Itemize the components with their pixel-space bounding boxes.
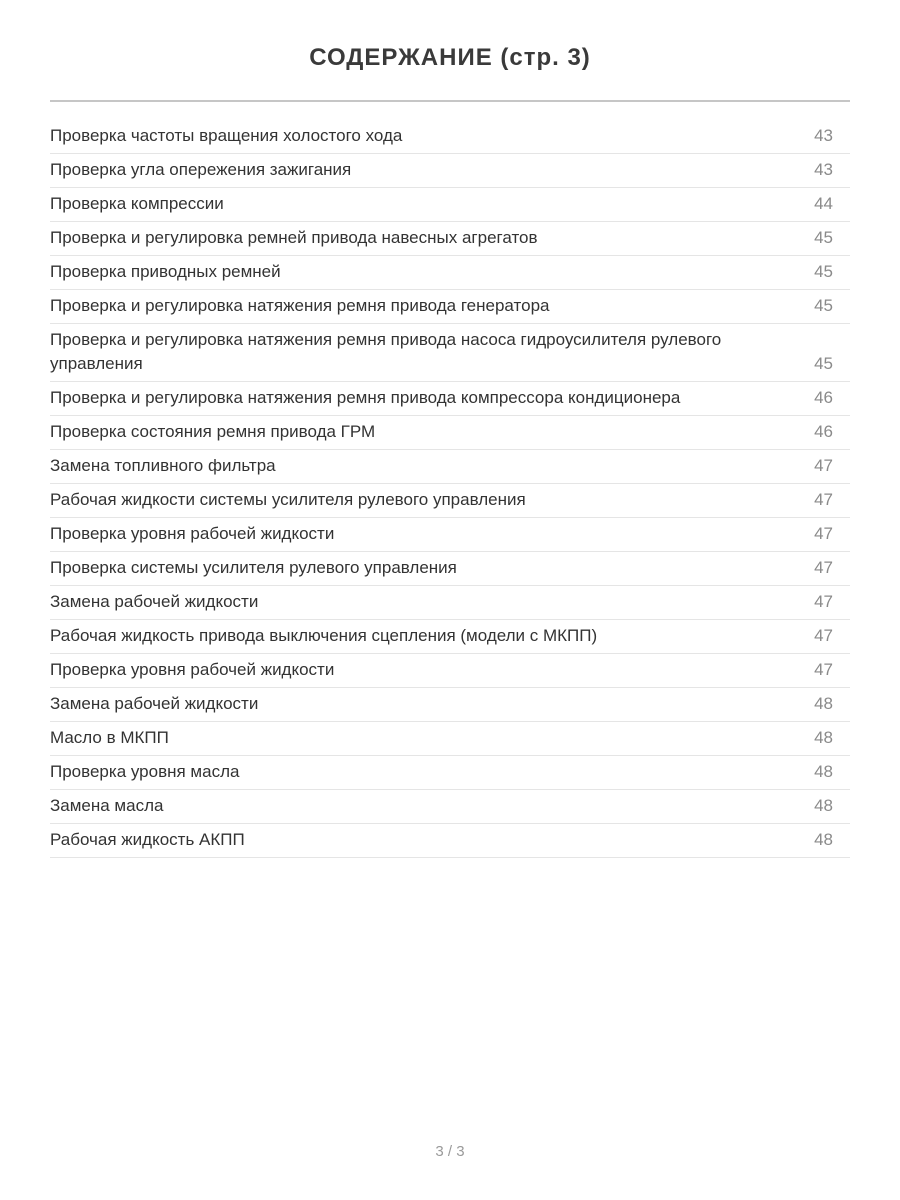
toc-entry-page-number: 43: [814, 160, 833, 179]
toc-entry-label: Проверка частоты вращения холостого хода: [50, 126, 403, 145]
toc-entry-page-number: 45: [814, 296, 833, 315]
toc-row[interactable]: [50, 688, 850, 722]
toc-entry-label: Проверка уровня рабочей жидкости: [50, 524, 335, 543]
toc-entry-label: Проверка уровня масла: [50, 762, 240, 781]
toc-entry-label: Проверка системы усилителя рулевого управления: [50, 558, 457, 577]
toc-entry-page-number: 44: [814, 194, 833, 213]
toc-row[interactable]: [50, 256, 850, 290]
toc-row[interactable]: [50, 450, 850, 484]
toc-entry-page-number: 48: [814, 796, 833, 815]
toc-entry-label: Проверка и регулировка натяжения ремня привода генератора: [50, 296, 550, 315]
toc-entry-label: Проверка компрессии: [50, 194, 224, 213]
table-of-contents: [50, 102, 850, 858]
toc-entry-page-number: 45: [814, 262, 833, 281]
toc-entry-page-number: 45: [814, 354, 833, 373]
toc-row[interactable]: [50, 790, 850, 824]
toc-row[interactable]: [50, 188, 850, 222]
toc-entry-page-number: 47: [814, 456, 833, 475]
page-counter: 3 / 3: [435, 1143, 465, 1160]
toc-entry-page-number: 46: [814, 422, 833, 441]
toc-entry-page-number: 45: [814, 228, 833, 247]
page-title: СОДЕРЖАНИЕ (стр. 3): [309, 44, 591, 71]
toc-entry-page-number: 47: [814, 490, 833, 509]
toc-entry-page-number: 47: [814, 558, 833, 577]
toc-entry-page-number: 46: [814, 388, 833, 407]
toc-row[interactable]: [50, 154, 850, 188]
toc-entry-page-number: 48: [814, 762, 833, 781]
toc-row[interactable]: [50, 324, 850, 382]
toc-row[interactable]: [50, 222, 850, 256]
toc-entry-label: Замена рабочей жидкости: [50, 694, 259, 713]
toc-entry-page-number: 47: [814, 524, 833, 543]
toc-entry-label: Масло в МКПП: [50, 728, 169, 747]
toc-row[interactable]: [50, 586, 850, 620]
toc-row[interactable]: [50, 382, 850, 416]
toc-row[interactable]: [50, 620, 850, 654]
toc-entry-page-number: 47: [814, 626, 833, 645]
toc-entry-label: Проверка и регулировка натяжения ремня привода компрессора кондиционера: [50, 388, 681, 407]
toc-row[interactable]: [50, 756, 850, 790]
toc-entry-label: Замена рабочей жидкости: [50, 592, 259, 611]
toc-entry-label: Проверка состояния ремня привода ГРМ: [50, 422, 376, 441]
toc-entry-page-number: 47: [814, 592, 833, 611]
toc-entry-page-number: 48: [814, 728, 833, 747]
toc-row[interactable]: [50, 484, 850, 518]
toc-entry-label: Замена топливного фильтра: [50, 456, 276, 475]
toc-entry-label: Проверка приводных ремней: [50, 262, 281, 281]
toc-row[interactable]: [50, 654, 850, 688]
toc-entry-label: Проверка и регулировка ремней привода навесных агрегатов: [50, 228, 538, 247]
toc-row[interactable]: [50, 290, 850, 324]
toc-row[interactable]: [50, 416, 850, 450]
toc-entry-page-number: 43: [814, 126, 833, 145]
toc-entry-label: Проверка угла опережения зажигания: [50, 160, 352, 179]
toc-entry-page-number: 48: [814, 830, 833, 849]
toc-entry-page-number: 48: [814, 694, 833, 713]
toc-entry-label: Проверка и регулировка натяжения ремня привода насоса гидроусилителя рулевого управления: [50, 330, 722, 373]
toc-row[interactable]: [50, 552, 850, 586]
toc-row[interactable]: [50, 120, 850, 154]
toc-row[interactable]: [50, 824, 850, 858]
toc-row[interactable]: [50, 518, 850, 552]
toc-entry-page-number: 47: [814, 660, 833, 679]
toc-entry-label: Проверка уровня рабочей жидкости: [50, 660, 335, 679]
toc-entry-label: Рабочая жидкости системы усилителя рулевого управления: [50, 490, 526, 509]
toc-row[interactable]: [50, 722, 850, 756]
toc-entry-label: Замена масла: [50, 796, 164, 815]
toc-entry-label: Рабочая жидкость привода выключения сцепления (модели с МКПП): [50, 626, 598, 645]
toc-entry-label: Рабочая жидкость АКПП: [50, 830, 245, 849]
